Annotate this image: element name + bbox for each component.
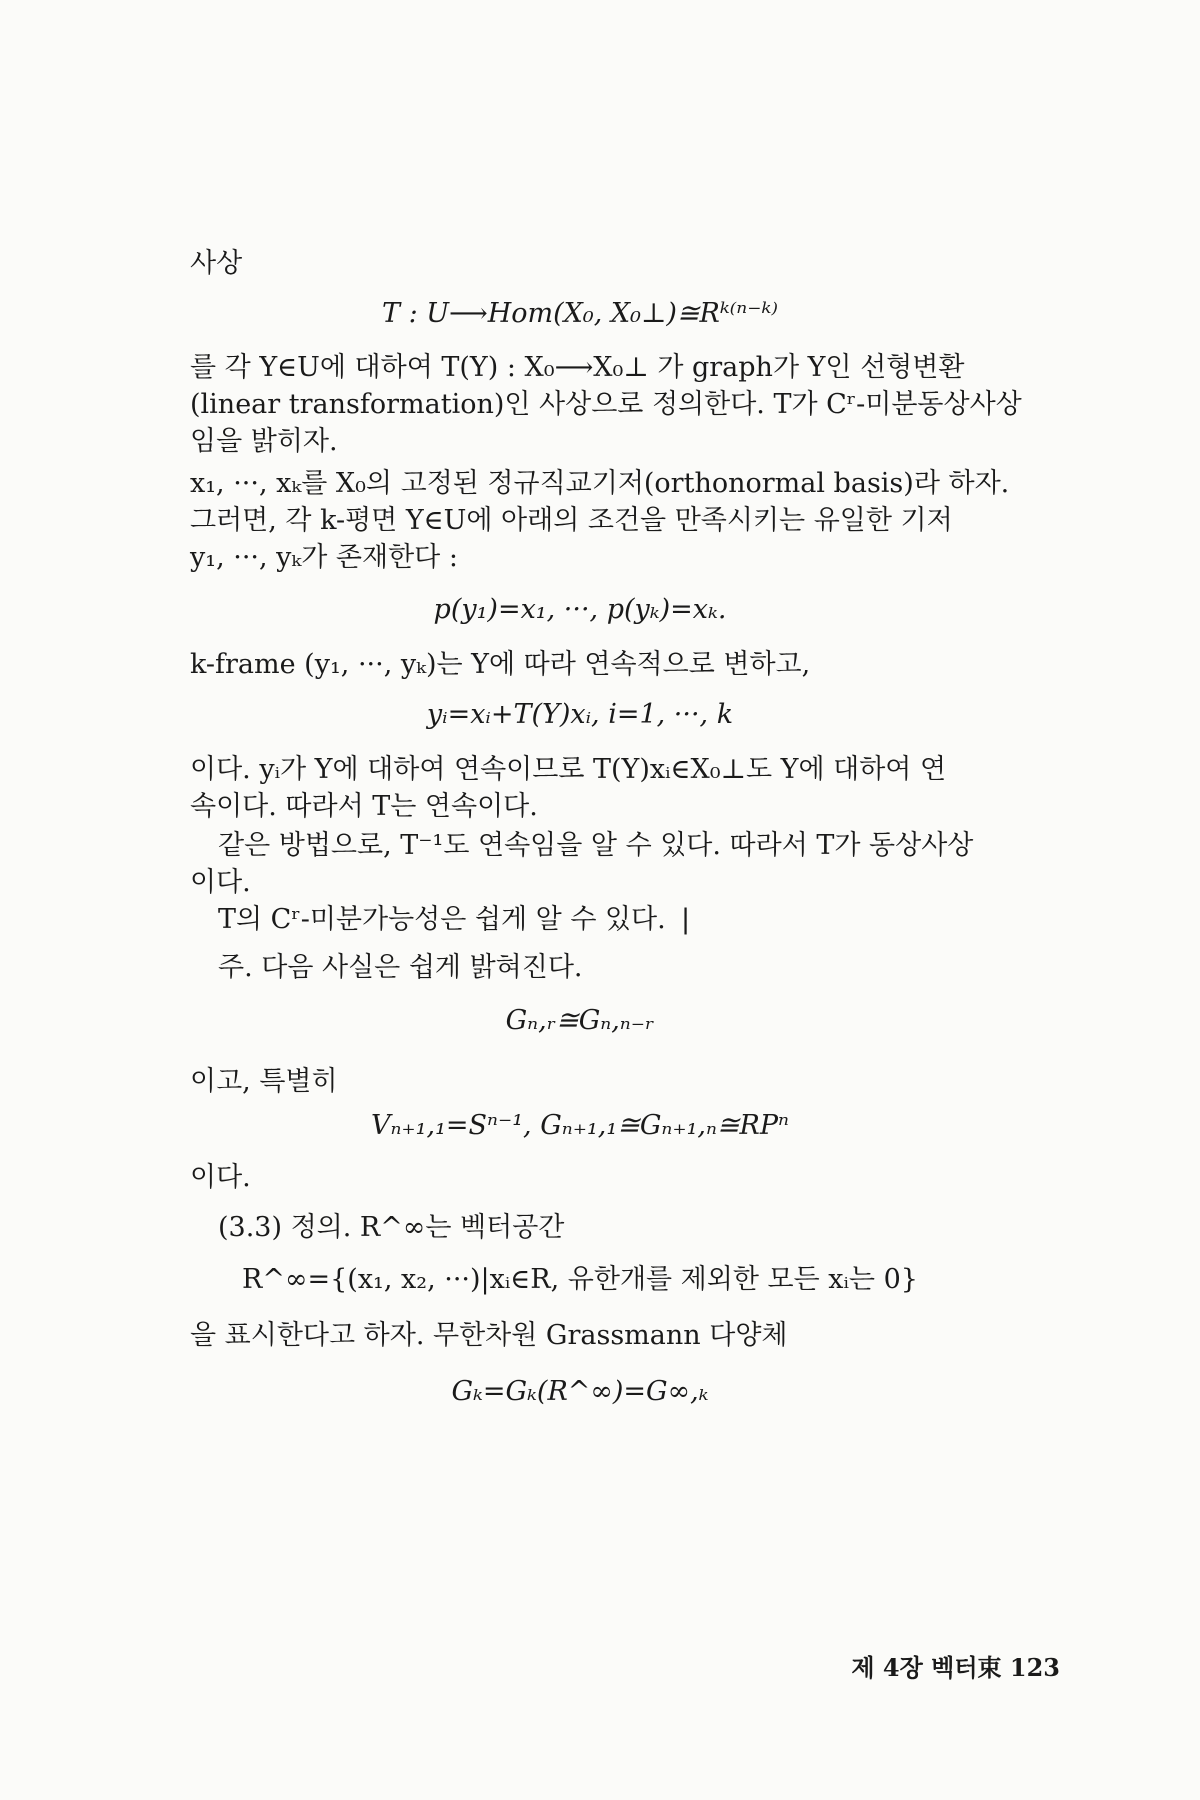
text-line: y₁, ···, yₖ가 존재한다 : bbox=[190, 542, 458, 573]
definition-heading: (3.3) 정의. R^∞는 벡터공간 bbox=[218, 1212, 565, 1243]
page-footer: 제 4장 벡터束 123 bbox=[851, 1653, 1060, 1682]
text-line: 이다. bbox=[190, 867, 251, 898]
equation: R^∞={(x₁, x₂, ···)|xᵢ∈R, 유한개를 제외한 모든 xᵢ는 0} bbox=[242, 1264, 918, 1295]
text-line: k-frame (y₁, ···, yₖ)는 Y에 따라 연속적으로 변하고, bbox=[190, 649, 811, 680]
text-line: T의 Cʳ-미분가능성은 쉽게 알 수 있다. ❘ bbox=[218, 904, 697, 935]
text-line: 이다. bbox=[190, 1162, 251, 1193]
text-line: 속이다. 따라서 T는 연속이다. bbox=[190, 791, 538, 822]
text-line: 임을 밝히자. bbox=[190, 426, 338, 457]
equation: Gₖ=Gₖ(R^∞)=G∞,ₖ bbox=[451, 1376, 709, 1407]
text-line: 을 표시한다고 하자. 무한차원 Grassmann 다양체 bbox=[190, 1320, 788, 1351]
equation: T : U⟶Hom(X₀, X₀⊥)≅Rᵏ⁽ⁿ⁻ᵏ⁾ bbox=[382, 298, 778, 329]
text-line: 를 각 Y∈U에 대하여 T(Y) : X₀⟶X₀⊥ 가 graph가 Y인 선형변환 bbox=[190, 352, 965, 383]
text-line: 같은 방법으로, T⁻¹도 연속임을 알 수 있다. 따라서 T가 동상사상 bbox=[218, 830, 974, 861]
text-line: 이고, 특별히 bbox=[190, 1066, 338, 1097]
equation: p(y₁)=x₁, ···, p(yₖ)=xₖ. bbox=[433, 594, 727, 625]
text-line: 그러면, 각 k-평면 Y∈U에 아래의 조건을 만족시키는 유일한 기저 bbox=[190, 505, 953, 536]
equation: Vₙ₊₁,₁=Sⁿ⁻¹, Gₙ₊₁,₁≅Gₙ₊₁,ₙ≅RPⁿ bbox=[370, 1110, 789, 1141]
text-line: (linear transformation)인 사상으로 정의한다. T가 Cʳ-미분동상사상 bbox=[190, 389, 1022, 420]
text-line: x₁, ···, xₖ를 X₀의 고정된 정규직교기저(orthonormal basis)라 하자. bbox=[190, 468, 1010, 499]
note-line: 주. 다음 사실은 쉽게 밝혀진다. bbox=[218, 952, 583, 983]
equation: Gₙ,ᵣ≅Gₙ,ₙ₋ᵣ bbox=[505, 1005, 655, 1036]
text-line: 이다. yᵢ가 Y에 대하여 연속이므로 T(Y)xᵢ∈X₀⊥도 Y에 대하여 연 bbox=[190, 754, 947, 785]
text-line: 사상 bbox=[190, 248, 243, 279]
equation: yᵢ=xᵢ+T(Y)xᵢ, i=1, ···, k bbox=[426, 699, 734, 730]
